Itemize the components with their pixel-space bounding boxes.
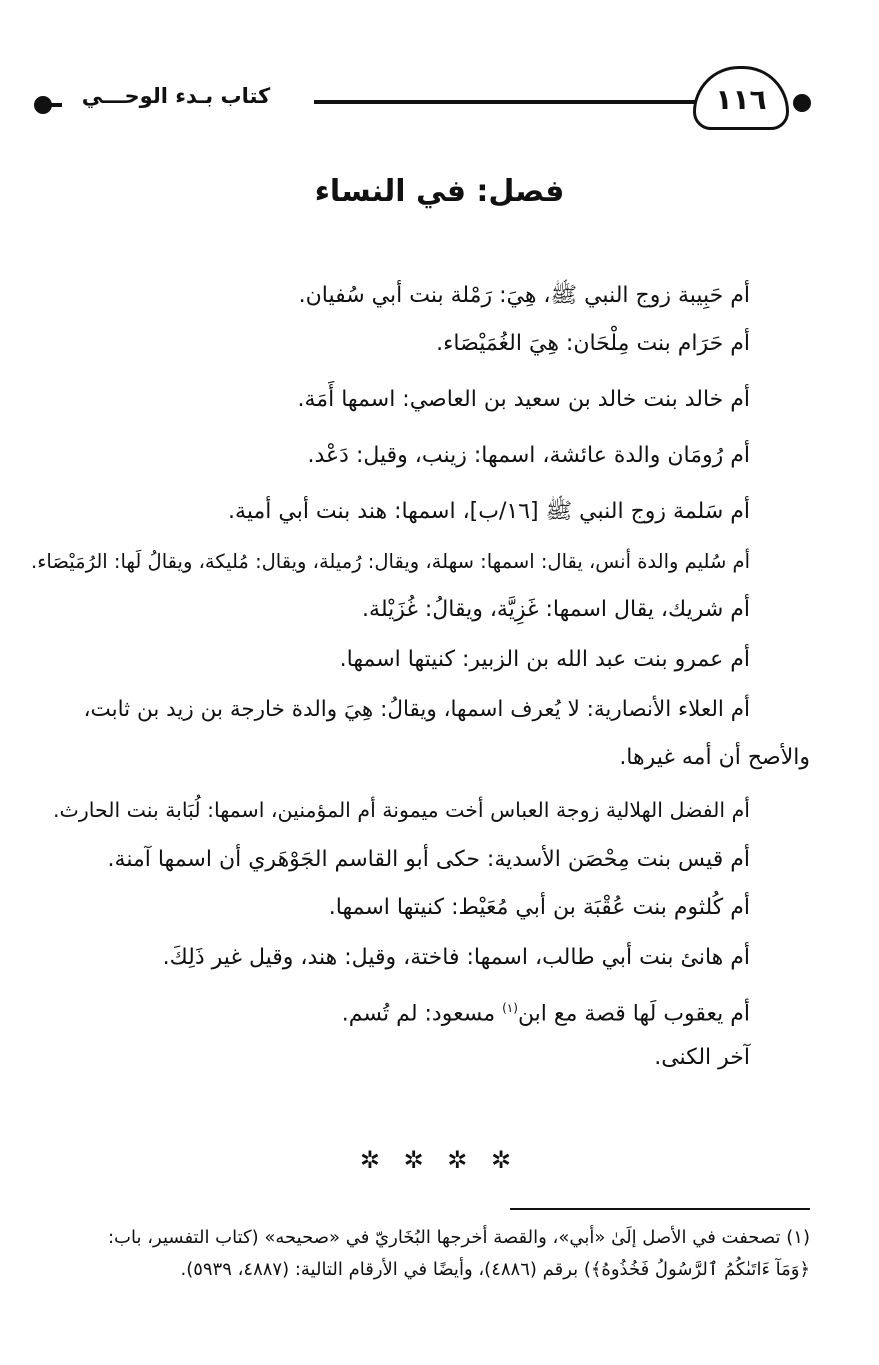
entry-umm-amr: أم عمرو بنت عبد الله بن الزبير: كنيتها اسمها. bbox=[339, 647, 750, 672]
header-ornament-dot-right bbox=[793, 94, 811, 112]
section-separator: ✲ ✲ ✲ ✲ bbox=[359, 1146, 520, 1174]
entry-umm-sharik: أم شريك، يقال اسمها: غَزِيَّة، ويقالُ: غُزَيْلة. bbox=[362, 597, 750, 622]
footnote-reference: (١) bbox=[502, 1001, 518, 1015]
end-of-kunya: آخر الكنى. bbox=[654, 1045, 750, 1070]
entry-umm-al-ala: أم العلاء الأنصارية: لا يُعرف اسمها، ويقالُ: هِيَ والدة خارجة بن زيد بن ثابت، bbox=[83, 697, 750, 722]
entry-umm-ruman: أم رُومَان والدة عائشة، اسمها: زينب، وقيل: دَعْد. bbox=[307, 443, 750, 468]
entry-umm-sulaym: أم سُليم والدة أنس، يقال: اسمها: سهلة، ويقال: رُميلة، ويقال: مُليكة، ويقالُ لَها: الرُمَيْصَاء. bbox=[31, 550, 750, 573]
page-number-frame bbox=[693, 66, 789, 130]
entry-umm-salama: أم سَلمة زوج النبي ﷺ [١٦/ب]، اسمها: هند بنت أبي أمية. bbox=[228, 499, 750, 524]
entry-umm-habiba: أم حَبِيبة زوج النبي ﷺ، هِيَ: رَمْلة بنت أبي سُفيان. bbox=[298, 283, 750, 308]
running-head-title: كتاب بـدء الوحـــي bbox=[81, 84, 271, 108]
page-number: ١١٦ bbox=[715, 83, 767, 116]
header-ornament-dash bbox=[50, 103, 62, 107]
entry-umm-yaqub-text: أم يعقوب لَها قصة مع ابن bbox=[517, 1001, 750, 1027]
footnote-rule bbox=[510, 1208, 810, 1210]
entry-umm-yaqub bbox=[342, 992, 750, 1030]
footnote bbox=[30, 1222, 810, 1286]
footnote-line-1: (١) تصحفت في الأصل إلَىٰ «أبي»، والقصة أخرجها البُخَاريّ في «صحيحه» (كتاب التفسير، باب: bbox=[107, 1227, 810, 1248]
section-title: فصل: في النساء bbox=[314, 174, 565, 209]
page-header bbox=[0, 62, 879, 142]
entry-umm-qays: أم قيس بنت مِحْصَن الأسدية: حكى أبو القاسم الجَوْهَري أن اسمها آمنة. bbox=[107, 847, 750, 872]
entry-umm-hani: أم هانئ بنت أبي طالب، اسمها: فاختة، وقيل: هند، وقيل غير ذَلِكَ. bbox=[162, 945, 750, 970]
entry-umm-khalid: أم خالد بنت خالد بن سعيد بن العاصي: اسمها أَمَة. bbox=[297, 387, 750, 412]
entry-umm-al-ala-continuation: والأصح أن أمه غيرها. bbox=[619, 745, 810, 770]
entry-umm-haram: أم حَرَام بنت مِلْحَان: هِيَ الغُمَيْصَاء. bbox=[436, 331, 750, 356]
header-rule bbox=[314, 100, 696, 104]
entry-umm-kulthum: أم كُلثوم بنت عُقْبَة بن أبي مُعَيْط: كنيتها اسمها. bbox=[328, 895, 750, 920]
entry-umm-al-fadl: أم الفضل الهلالية زوجة العباس أخت ميمونة أم المؤمنين، اسمها: لُبَابة بنت الحارث. bbox=[53, 798, 750, 822]
footnote-line-2: ﴿وَمَآ ءَاتَىٰكُمُ ٱلرَّسُولُ فَخُذُوهُ﴾) برقم (٤٨٨٦)، وأيضًا في الأرقام التالية: (٤٨٨٧، ٥٩٣٩). bbox=[180, 1259, 810, 1280]
entry-umm-yaqub-tail: مسعود: لم تُسم. bbox=[341, 1001, 503, 1027]
